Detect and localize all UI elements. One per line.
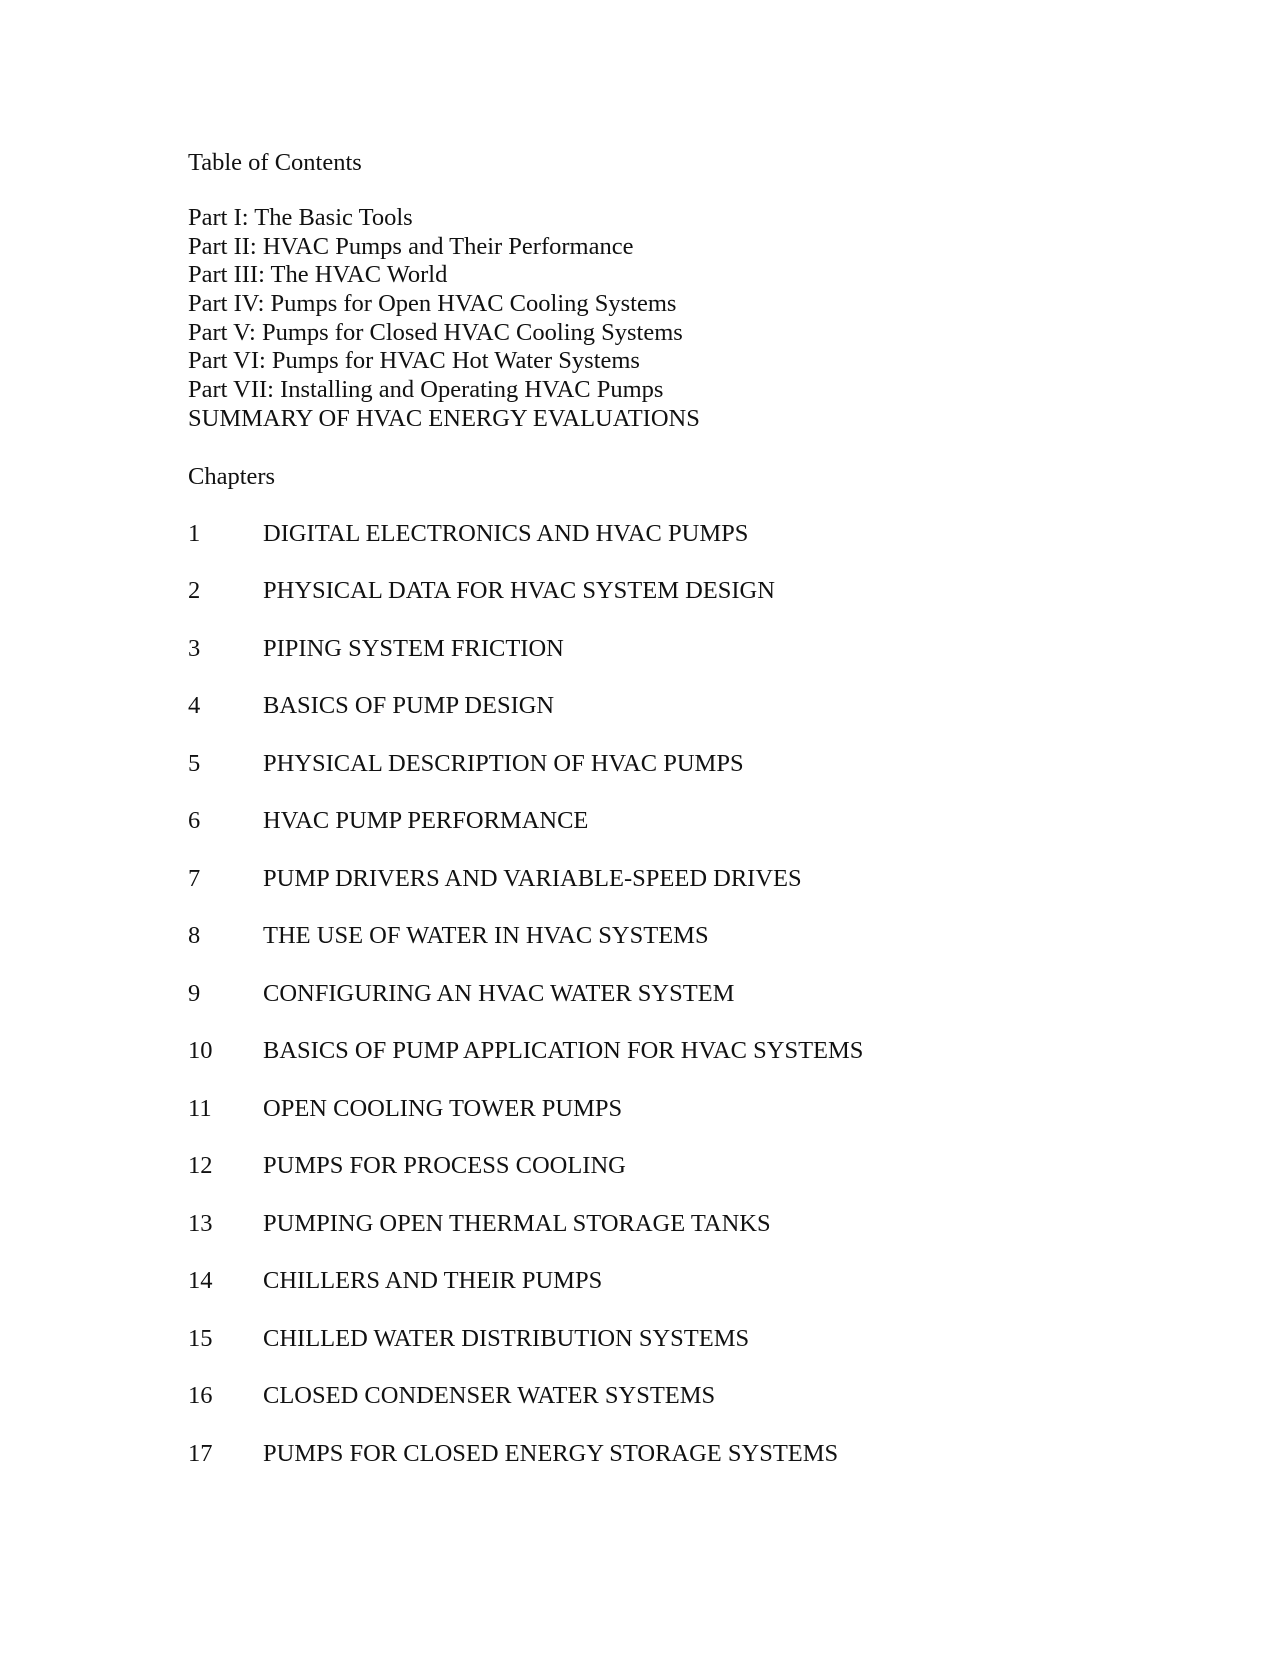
chapter-title: PUMPING OPEN THERMAL STORAGE TANKS: [263, 1209, 771, 1237]
document-page: [188, 148, 1188, 1496]
chapter-row: [188, 634, 1188, 692]
chapter-row: [188, 1036, 1188, 1094]
chapter-title: OPEN COOLING TOWER PUMPS: [263, 1094, 623, 1122]
chapter-number: 15: [188, 1324, 213, 1352]
part-item: Part VI: Pumps for HVAC Hot Water Systems: [188, 347, 640, 375]
chapter-title: BASICS OF PUMP DESIGN: [263, 692, 555, 719]
chapter-title: BASICS OF PUMP APPLICATION FOR HVAC SYSTEMS: [263, 1037, 864, 1064]
chapter-number: 4: [188, 692, 201, 719]
chapter-title: CLOSED CONDENSER WATER SYSTEMS: [263, 1382, 716, 1409]
chapter-number: 2: [188, 577, 201, 604]
chapter-title: PHYSICAL DATA FOR HVAC SYSTEM DESIGN: [263, 577, 775, 604]
chapter-title: DIGITAL ELECTRONICS AND HVAC PUMPS: [263, 519, 749, 547]
toc-heading: Table of Contents: [188, 149, 362, 176]
chapter-title: THE USE OF WATER IN HVAC SYSTEMS: [263, 922, 709, 949]
chapter-list: [188, 519, 1188, 1497]
chapter-number: 9: [188, 979, 201, 1007]
chapter-number: 1: [188, 519, 201, 547]
chapter-row: [188, 921, 1188, 979]
chapter-title: PIPING SYSTEM FRICTION: [263, 634, 564, 662]
chapter-title: PHYSICAL DESCRIPTION OF HVAC PUMPS: [263, 749, 744, 777]
chapter-row: [188, 1151, 1188, 1209]
chapter-row: [188, 864, 1188, 922]
chapter-number: 16: [188, 1382, 213, 1409]
chapter-title: CONFIGURING AN HVAC WATER SYSTEM: [263, 979, 735, 1007]
parts-list: [188, 204, 1188, 434]
part-item: Part V: Pumps for Closed HVAC Cooling Systems: [188, 318, 683, 346]
chapter-title: HVAC PUMP PERFORMANCE: [263, 807, 589, 834]
part-item: Part III: The HVAC World: [188, 261, 448, 289]
part-item-summary: SUMMARY OF HVAC ENERGY EVALUATIONS: [188, 404, 700, 432]
chapter-row: [188, 1266, 1188, 1324]
chapter-title: PUMP DRIVERS AND VARIABLE-SPEED DRIVES: [263, 864, 802, 892]
chapter-row: [188, 519, 1188, 577]
part-item: Part II: HVAC Pumps and Their Performance: [188, 232, 634, 260]
chapter-row: [188, 979, 1188, 1037]
chapter-title: PUMPS FOR PROCESS COOLING: [263, 1152, 626, 1179]
chapters-heading: Chapters: [188, 462, 276, 490]
chapter-title: PUMPS FOR CLOSED ENERGY STORAGE SYSTEMS: [263, 1439, 839, 1467]
chapter-number: 14: [188, 1267, 213, 1294]
chapter-number: 11: [188, 1094, 212, 1122]
part-item: Part IV: Pumps for Open HVAC Cooling Systems: [188, 290, 677, 318]
chapter-number: 3: [188, 634, 201, 662]
part-item: Part I: The Basic Tools: [188, 204, 413, 231]
chapter-number: 17: [188, 1439, 213, 1467]
chapter-row: [188, 1381, 1188, 1439]
chapter-number: 12: [188, 1152, 213, 1179]
chapter-number: 10: [188, 1037, 213, 1064]
chapter-row: [188, 576, 1188, 634]
chapter-row: [188, 1209, 1188, 1267]
chapter-row: [188, 691, 1188, 749]
chapter-number: 7: [188, 864, 201, 892]
chapter-row: [188, 1439, 1188, 1497]
part-item: Part VII: Installing and Operating HVAC Pumps: [188, 376, 664, 404]
chapter-row: [188, 1094, 1188, 1152]
chapter-title: CHILLED WATER DISTRIBUTION SYSTEMS: [263, 1324, 750, 1352]
chapter-title: CHILLERS AND THEIR PUMPS: [263, 1267, 603, 1294]
chapter-row: [188, 749, 1188, 807]
chapter-row: [188, 1324, 1188, 1382]
chapter-row: [188, 806, 1188, 864]
chapter-number: 8: [188, 922, 201, 949]
chapter-number: 6: [188, 807, 201, 834]
chapter-number: 13: [188, 1209, 213, 1237]
chapter-number: 5: [188, 749, 201, 777]
